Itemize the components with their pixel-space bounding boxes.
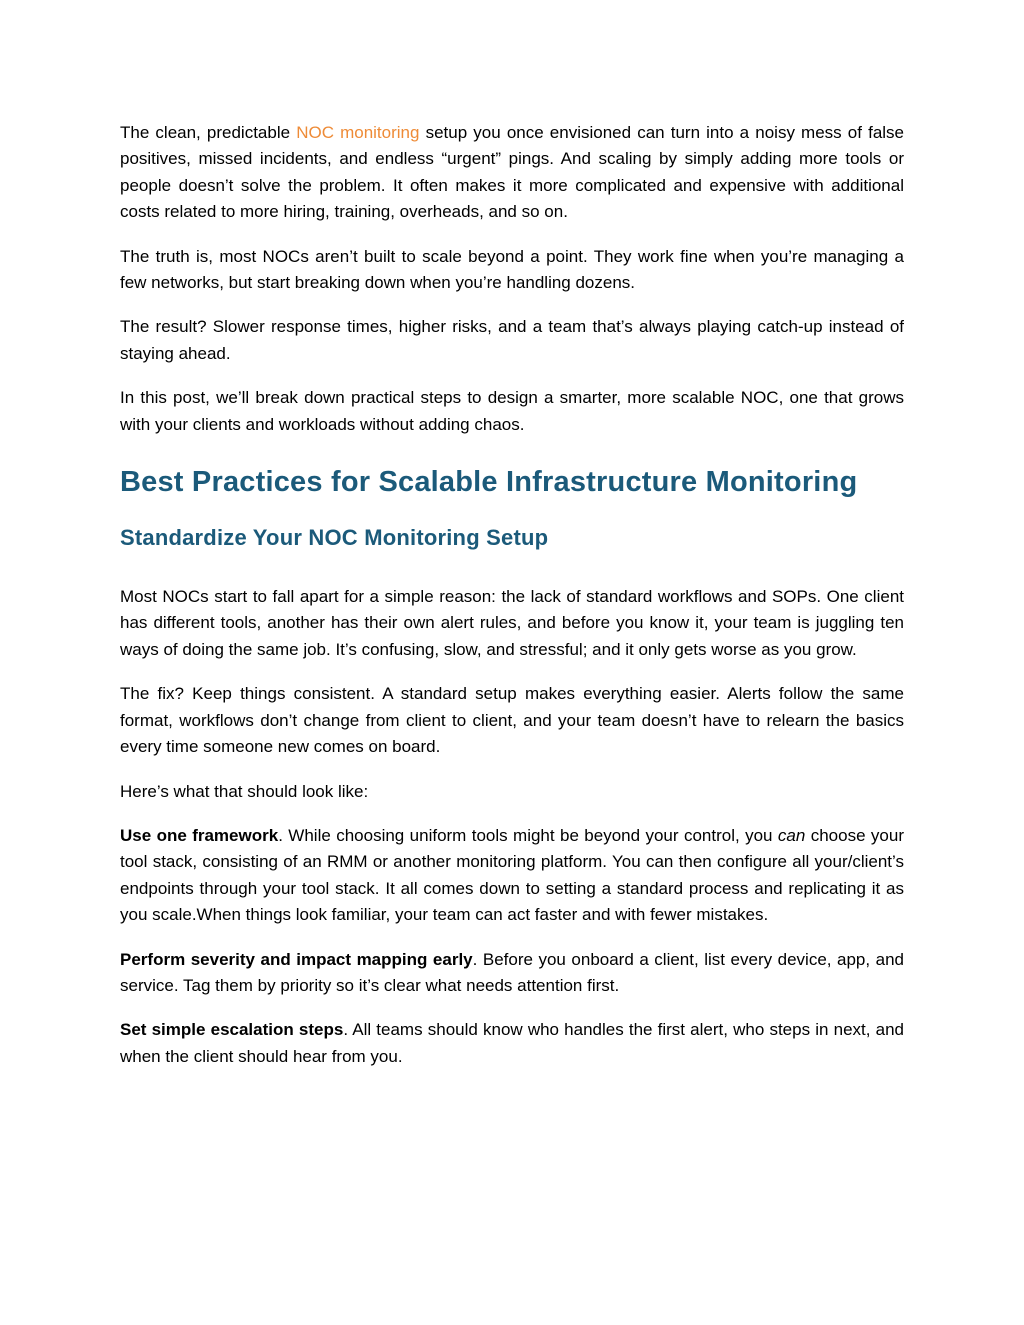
- subsection-heading-standardize: [120, 522, 904, 554]
- text-run: Standardize Your NOC Monitoring Setup: [120, 525, 549, 551]
- escalation-steps-paragraph: [120, 1017, 904, 1070]
- post-overview-paragraph: [120, 385, 904, 438]
- text-run: Best Practices for Scalable Infrastructure Monitoring: [120, 466, 858, 499]
- standardize-reason-paragraph: [120, 584, 904, 663]
- text-run: The fix? Keep things consistent. A standard setup makes everything easier. Alerts follow the same format, workflows don’t change from client to client, and your team doesn’t have to relearn the basics every time someone new comes on board.: [120, 684, 904, 757]
- text-run: In this post, we’ll break down practical steps to design a smarter, more scalable NOC, one that grows with your clients and workloads without adding chaos.: [120, 388, 904, 434]
- text-run: The truth is, most NOCs aren’t built to scale beyond a point. They work fine when you’re managing a few networks, but start breaking down when you’re handling dozens.: [120, 246, 904, 293]
- text-run: . While choosing uniform tools might be beyond your control, you: [278, 825, 778, 845]
- intro-paragraph: [120, 120, 904, 226]
- text-run: Most NOCs start to fall apart for a simple reason: the lack of standard workflows and SOPs. One client has different tools, another has their own alert rules, and before you know it, your team is juggling ten ways of doing the same job. It’s confusing, slow, and stressful; and it only gets worse as you grow.: [120, 587, 904, 659]
- text-run: Perform severity and impact mapping early: [120, 949, 473, 969]
- text-run: . All teams should know who handles the first alert, who steps in next, and when the client should hear from you.: [120, 1020, 904, 1066]
- result-paragraph: [120, 314, 904, 367]
- text-run: Set simple escalation steps: [120, 1020, 344, 1040]
- text-run: setup you once envisioned can turn into a noisy mess of false positives, missed incidents, and endless “urgent” pings. And scaling by simply adding more tools or people doesn’t solve the problem. It often makes it more complicated and expensive with additional costs related to more hiring, training, overheads, and so on.: [120, 123, 905, 222]
- text-run: Use one framework: [120, 825, 279, 845]
- text-run: . Before you onboard a client, list every device, app, and service. Tag them by priority so it’s clear what needs attention first.: [120, 949, 904, 995]
- section-heading-best-practices: [120, 460, 904, 504]
- text-run: The clean, predictable: [120, 123, 297, 142]
- text-run: Here’s what that should look like:: [120, 781, 369, 801]
- severity-mapping-paragraph: [120, 947, 904, 1000]
- noc-scaling-paragraph: [120, 244, 904, 297]
- text-run: choose your tool stack, consisting of an RMM or another monitoring platform. You can then configure all your/client’s endpoints through your tool stack. It all comes down to setting a standard process and replicating it as you scale.When things look familiar, your team can act faster and with fewer mistakes.: [120, 825, 904, 925]
- lead-in-paragraph: [120, 779, 904, 805]
- document-content: [120, 120, 904, 1088]
- noc-monitoring-link[interactable]: NOC monitoring: [296, 123, 420, 142]
- text-run: The result? Slower response times, higher risks, and a team that’s always playing catch-up instead of staying ahead.: [120, 317, 904, 363]
- fix-paragraph: [120, 681, 904, 760]
- text-run: can: [777, 825, 806, 845]
- use-one-framework-paragraph: [120, 823, 904, 929]
